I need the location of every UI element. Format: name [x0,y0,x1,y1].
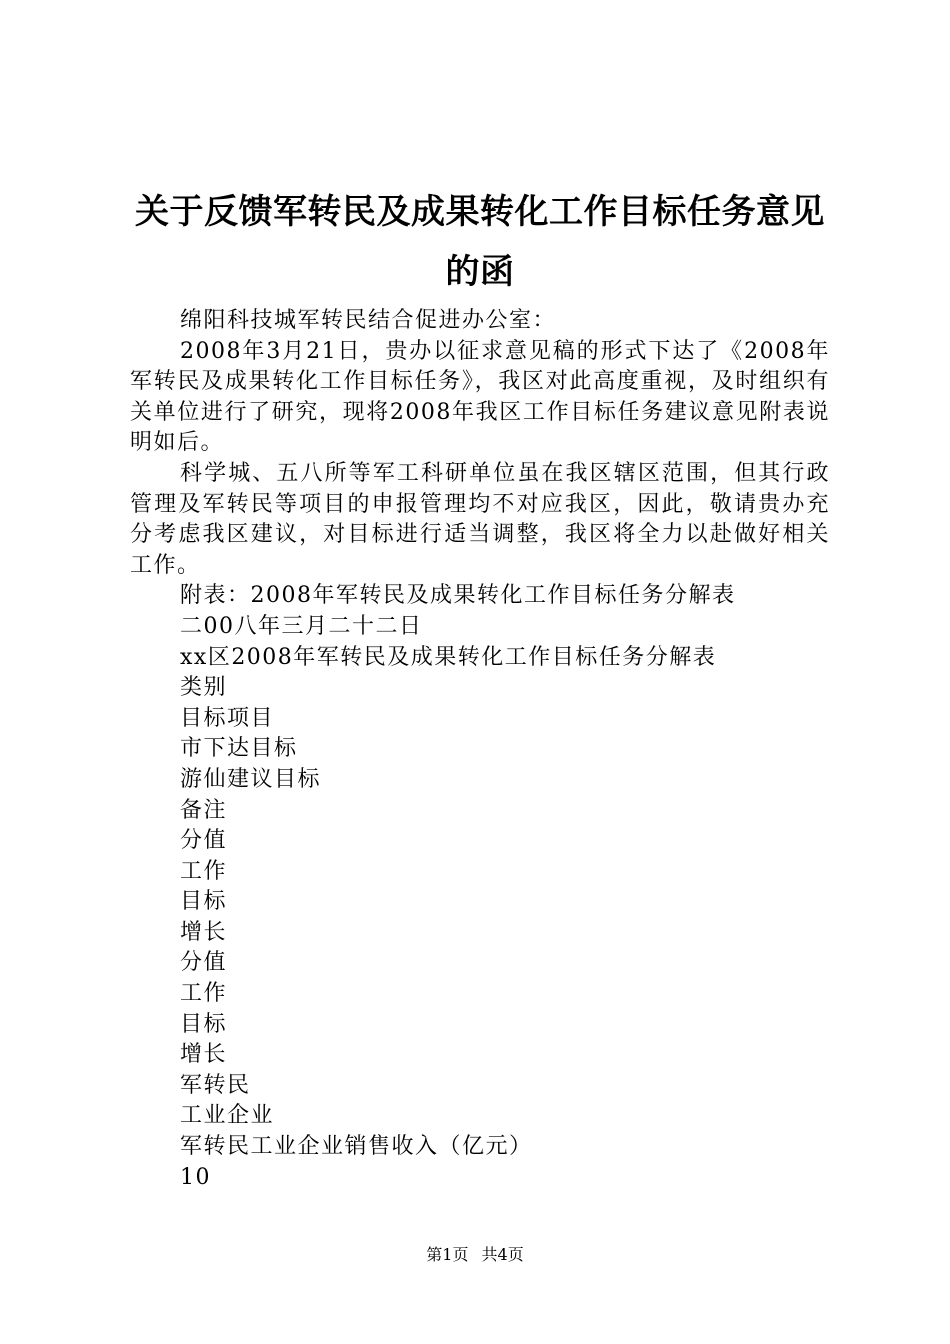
page-footer [0,1244,950,1266]
table-cell: 分值 [180,828,228,854]
table-cell: 工作 [180,858,228,884]
paragraph-1: 2008年3月21日，贵办以征求意见稿的形式下达了《2008年军转民及成果转化工作目标任务》，我区对此高度重视，及时组织有关单位进行了研究，现将2008年我区工作目标任务建议意见附表说明如后。 [130,338,830,456]
table-cell: 增长 [180,919,228,945]
attachment-line: 附表：2008年军转民及成果转化工作目标任务分解表 [180,583,736,609]
table-cell: 工业企业 [180,1103,275,1129]
table-cell: 目标 [180,1011,228,1037]
table-cell: 军转民工业企业销售收入（亿元） [180,1134,533,1160]
table-cell: 目标 [180,889,228,915]
table-cell: 分值 [180,950,228,976]
table-cell: 军转民 [180,1072,251,1098]
page-total: 共4页 [481,1245,524,1264]
paragraph-2: 科学城、五八所等军工科研单位虽在我区辖区范围，但其行政管理及军转民等项目的申报管理均不对应我区，因此，敬请贵办充分考虑我区建议，对目标进行适当调整，我区将全力以赴做好相关工作。 [130,460,830,578]
table-cell: 市下达目标 [180,736,298,762]
document-page [130,182,830,1193]
table-cell: 工作 [180,981,228,1007]
salutation: 绵阳科技城军转民结合促进办公室： [180,308,557,333]
table-cell: 类别 [180,675,228,701]
table-cell: 增长 [180,1042,228,1068]
document-body [130,306,830,1193]
page-number: 第1页 [426,1245,469,1264]
table-cells [130,673,830,1193]
document-title: 关于反馈军转民及成果转化工作目标任务意见的函 [135,192,825,292]
table-title: xx区2008年军转民及成果转化工作目标任务分解表 [180,644,717,670]
table-cell: 目标项目 [180,705,275,731]
table-cell: 10 [180,1164,211,1190]
table-cell: 备注 [180,797,228,823]
date-line: 二00八年三月二十二日 [180,613,423,639]
table-cell: 游仙建议目标 [180,766,322,792]
